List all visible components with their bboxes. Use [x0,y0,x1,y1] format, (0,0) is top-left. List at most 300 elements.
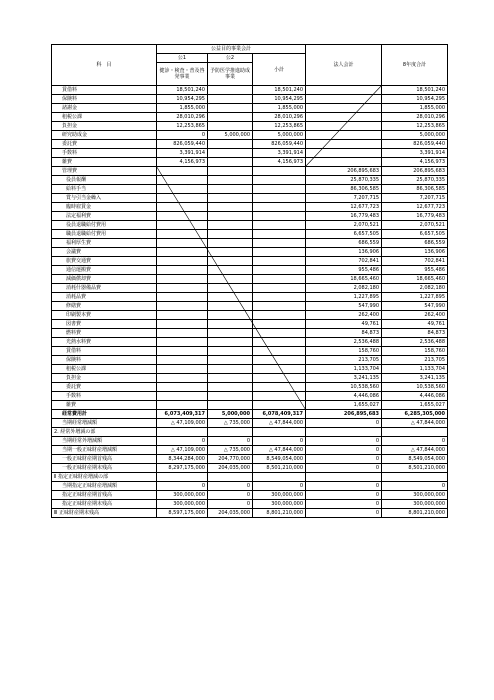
row-value-k2 [208,320,253,329]
row-value-hojin [306,158,382,167]
row-value-k2: 204,035,000 [208,509,253,518]
row-value-k2 [208,140,253,149]
row-value-sub [253,320,306,329]
row-value-k1: △ 47,109,000 [157,446,208,455]
header-subtotal: 小計 [253,54,306,86]
row-value-sub: 28,010,296 [253,113,306,122]
row-value-sub [253,383,306,392]
row-label: 指定正味財産期末残高 [52,500,157,509]
row-value-sub: 6,078,409,317 [253,410,306,419]
table-row [52,284,448,293]
row-value-k2: 0 [208,491,253,500]
row-value-total: △ 47,844,000 [382,446,448,455]
financial-statement-sheet [51,44,447,518]
row-value-hojin: 206,895,683 [306,410,382,419]
table-row [52,131,448,140]
row-value-k2: 5,000,000 [208,410,253,419]
row-label: 職員退職給付費用 [52,230,157,239]
table-row [52,221,448,230]
row-value-total: 955,486 [382,266,448,275]
row-value-hojin [306,149,382,158]
table-row [52,455,448,464]
row-value-hojin [306,122,382,131]
row-value-total: 86,306,585 [382,185,448,194]
row-label: 研究助成金 [52,131,157,140]
row-value-hojin: 955,486 [306,266,382,275]
row-value-k2 [208,338,253,347]
row-value-k1: 0 [157,131,208,140]
row-value-k1 [157,203,208,212]
row-value-hojin [306,95,382,104]
row-value-total: 158,760 [382,347,448,356]
statement-body [52,86,448,518]
row-value-k2 [208,95,253,104]
row-value-k1: 8,297,175,000 [157,464,208,473]
row-value-k1: 826,059,440 [157,140,208,149]
row-value-hojin: 1,227,895 [306,293,382,302]
header-year-total: 8年度合計 [382,45,448,86]
table-row [52,293,448,302]
row-label: 一般正味財産期首残高 [52,455,157,464]
row-label: 修繕費 [52,302,157,311]
row-label: 臨時雇賃金 [52,203,157,212]
table-row [52,176,448,185]
row-value-hojin [306,473,382,482]
table-row [52,275,448,284]
row-value-k1 [157,284,208,293]
row-value-k1 [157,266,208,275]
row-label: 保険料 [52,95,157,104]
row-value-sub: 8,801,210,000 [253,509,306,518]
row-value-sub: 3,391,914 [253,149,306,158]
row-value-k2 [208,284,253,293]
row-value-hojin: 4,446,086 [306,392,382,401]
row-value-k1 [157,194,208,203]
row-label: 一般正味財産期末残高 [52,464,157,473]
row-value-k2 [208,221,253,230]
row-value-k1 [157,392,208,401]
row-value-k2 [208,149,253,158]
row-label: 当期一般正味財産増減額 [52,446,157,455]
table-row [52,185,448,194]
row-value-hojin [306,428,382,437]
row-value-k2 [208,230,253,239]
row-value-k2: △ 735,000 [208,419,253,428]
row-value-total: 8,801,210,000 [382,509,448,518]
row-value-hojin: 84,873 [306,329,382,338]
row-value-k2 [208,401,253,410]
row-value-k2: △ 735,000 [208,446,253,455]
row-value-hojin: 0 [306,419,382,428]
table-row [52,419,448,428]
row-label: 負担金 [52,374,157,383]
table-row [52,86,448,95]
row-value-total: 8,501,210,000 [382,464,448,473]
row-value-hojin: 2,082,180 [306,284,382,293]
row-value-hojin: 6,657,505 [306,230,382,239]
row-label: Ⅱ 指定正味財産増減の部 [52,473,157,482]
row-value-hojin: 0 [306,500,382,509]
row-value-total: 4,156,973 [382,158,448,167]
row-value-hojin: 206,895,683 [306,167,382,176]
row-label: 負担金 [52,122,157,131]
row-value-hojin: 0 [306,464,382,473]
row-value-k1: 0 [157,482,208,491]
row-value-k1 [157,275,208,284]
row-value-total: 2,082,180 [382,284,448,293]
row-value-k1: 6,073,409,317 [157,410,208,419]
row-value-hojin: 2,070,521 [306,221,382,230]
row-value-hojin: 10,538,560 [306,383,382,392]
row-label: 役員退職給付費用 [52,221,157,230]
row-label: 消耗品費 [52,293,157,302]
row-value-total: 28,010,296 [382,113,448,122]
row-value-k1 [157,167,208,176]
row-label: 光熱水料費 [52,338,157,347]
row-label: Ⅲ 正味財産期末残高 [52,509,157,518]
header-koeki1-desc: 健診・検査・普及啓発事業 [157,63,208,86]
table-row [52,410,448,419]
table-row [52,266,448,275]
row-value-k2 [208,167,253,176]
row-value-hojin [306,131,382,140]
row-label: 手数料 [52,392,157,401]
row-value-total: 826,059,440 [382,140,448,149]
row-label: 図書費 [52,320,157,329]
table-row [52,329,448,338]
table-row [52,365,448,374]
row-value-k1 [157,230,208,239]
row-value-k1 [157,374,208,383]
header-kamoku: 科 目 [52,45,157,86]
row-value-k2 [208,113,253,122]
row-value-total: 12,677,723 [382,203,448,212]
row-label: 給料手当 [52,185,157,194]
row-value-hojin: 1,133,704 [306,365,382,374]
row-value-hojin: 547,990 [306,302,382,311]
row-value-sub: 826,059,440 [253,140,306,149]
table-row [52,140,448,149]
row-value-sub [253,356,306,365]
row-value-sub [253,167,306,176]
row-value-k1 [157,185,208,194]
row-value-k2 [208,311,253,320]
row-value-hojin: 0 [306,509,382,518]
row-value-total: 6,657,505 [382,230,448,239]
header-koeki1: 公1 [157,54,208,63]
row-value-hojin: 1,655,027 [306,401,382,410]
row-value-sub [253,239,306,248]
row-value-hojin: 3,241,135 [306,374,382,383]
row-value-total: 2,536,488 [382,338,448,347]
row-value-sub [253,293,306,302]
row-label: 雑費 [52,401,157,410]
row-label: 委託費 [52,383,157,392]
row-value-hojin: 16,779,483 [306,212,382,221]
row-label: 2. 経常外増減の部 [52,428,157,437]
row-value-sub: 8,549,054,000 [253,455,306,464]
row-value-sub [253,311,306,320]
row-value-total: 3,391,914 [382,149,448,158]
row-value-k1: 300,000,000 [157,500,208,509]
row-value-k1 [157,311,208,320]
row-value-total: 18,665,460 [382,275,448,284]
row-value-k1 [157,347,208,356]
row-value-sub: 4,156,973 [253,158,306,167]
row-value-k2 [208,275,253,284]
table-row [52,257,448,266]
row-value-total: 1,855,000 [382,104,448,113]
row-value-k2 [208,185,253,194]
row-value-sub: 0 [253,437,306,446]
row-value-sub: 1,855,000 [253,104,306,113]
row-label: 保険料 [52,356,157,365]
row-value-k1: 12,253,865 [157,122,208,131]
table-row [52,158,448,167]
row-label: 消耗什器備品費 [52,284,157,293]
row-value-k2 [208,257,253,266]
row-label: 雑費 [52,158,157,167]
row-label: 当期指定正味財産増減額 [52,482,157,491]
row-value-hojin: 25,870,335 [306,176,382,185]
row-label: 印刷製本費 [52,311,157,320]
row-value-hojin: 0 [306,455,382,464]
row-value-k2 [208,248,253,257]
table-row [52,491,448,500]
row-value-sub [253,329,306,338]
row-label: 会議費 [52,248,157,257]
row-value-k1: 1,855,000 [157,104,208,113]
row-value-k2 [208,392,253,401]
row-value-total: 6,285,305,000 [382,410,448,419]
table-row [52,473,448,482]
row-value-k1 [157,212,208,221]
row-value-hojin: 702,841 [306,257,382,266]
row-value-k2 [208,158,253,167]
table-row [52,104,448,113]
table-row [52,239,448,248]
row-value-hojin: 2,536,488 [306,338,382,347]
row-value-total: 18,501,240 [382,86,448,95]
row-value-sub [253,266,306,275]
row-value-k2 [208,104,253,113]
row-value-total: 8,549,054,000 [382,455,448,464]
row-value-sub: 0 [253,482,306,491]
row-value-k1 [157,293,208,302]
row-label: 法定福利費 [52,212,157,221]
row-value-total: 547,990 [382,302,448,311]
row-value-sub [253,221,306,230]
row-value-k1 [157,320,208,329]
row-value-total: 5,000,000 [382,131,448,140]
table-row [52,383,448,392]
table-row [52,347,448,356]
row-value-sub [253,248,306,257]
row-value-k1 [157,428,208,437]
row-value-k2 [208,86,253,95]
row-value-sub [253,473,306,482]
row-value-k2: 5,000,000 [208,131,253,140]
row-value-k2 [208,176,253,185]
row-value-k1: 8,344,284,000 [157,455,208,464]
table-row [52,311,448,320]
table-row [52,338,448,347]
row-value-hojin: 136,906 [306,248,382,257]
row-label: 租税公課 [52,365,157,374]
row-value-k1 [157,365,208,374]
row-value-total: △ 47,844,000 [382,419,448,428]
table-row [52,167,448,176]
row-label: 当期経常増減額 [52,419,157,428]
row-value-k2 [208,239,253,248]
row-label: 指定正味財産期首残高 [52,491,157,500]
row-value-total: 1,655,027 [382,401,448,410]
row-value-k2 [208,428,253,437]
row-value-k2 [208,302,253,311]
row-value-sub: 8,501,210,000 [253,464,306,473]
row-value-total: 7,207,715 [382,194,448,203]
row-value-sub [253,284,306,293]
row-value-hojin: 0 [306,437,382,446]
row-value-k1 [157,383,208,392]
row-value-k2 [208,473,253,482]
row-value-k2 [208,329,253,338]
row-label: 手数料 [52,149,157,158]
row-value-k2: 0 [208,437,253,446]
row-value-sub [253,392,306,401]
row-value-sub [253,338,306,347]
row-value-hojin: 0 [306,491,382,500]
row-value-sub [253,302,306,311]
table-row [52,392,448,401]
row-label: 租税公課 [52,113,157,122]
row-value-hojin: 262,400 [306,311,382,320]
table-row [52,113,448,122]
row-label: 役員報酬 [52,176,157,185]
row-value-hojin: 213,705 [306,356,382,365]
table-row [52,149,448,158]
header-hojin: 法人会計 [306,45,382,86]
row-value-k1 [157,239,208,248]
row-label: 燃料費 [52,329,157,338]
row-value-hojin: 18,665,460 [306,275,382,284]
row-value-k1: 0 [157,437,208,446]
row-label: 賞与引当金繰入 [52,194,157,203]
statement-table [51,44,448,518]
row-value-total: 12,253,865 [382,122,448,131]
row-value-k2 [208,212,253,221]
row-value-total: 262,400 [382,311,448,320]
row-value-k2 [208,347,253,356]
row-value-total: 2,070,521 [382,221,448,230]
row-value-hojin: 12,677,723 [306,203,382,212]
row-value-k1: 28,010,296 [157,113,208,122]
row-value-k1 [157,473,208,482]
row-value-total: 1,133,704 [382,365,448,374]
row-value-k1 [157,356,208,365]
row-value-total: 0 [382,437,448,446]
row-value-sub: 10,954,295 [253,95,306,104]
row-value-total: 10,954,295 [382,95,448,104]
row-value-sub [253,428,306,437]
row-value-sub [253,365,306,374]
row-value-sub: 18,501,240 [253,86,306,95]
row-value-total: 10,538,560 [382,383,448,392]
row-value-k2 [208,383,253,392]
row-value-k2: 204,035,000 [208,464,253,473]
header-koeki-group: 公益目的事業会計 [157,45,306,54]
row-value-k1: 4,156,973 [157,158,208,167]
row-label: 通信運搬費 [52,266,157,275]
row-label: 賃借料 [52,86,157,95]
row-value-k1 [157,338,208,347]
row-value-k2 [208,194,253,203]
row-value-sub [253,203,306,212]
row-value-total: 16,779,483 [382,212,448,221]
row-value-k1 [157,176,208,185]
row-value-k2 [208,293,253,302]
row-value-sub [253,257,306,266]
row-value-k1 [157,221,208,230]
row-value-sub [253,212,306,221]
row-value-sub [253,401,306,410]
row-value-total: 300,000,000 [382,500,448,509]
row-value-sub: △ 47,844,000 [253,446,306,455]
row-value-total: 3,241,135 [382,374,448,383]
row-value-total: 213,705 [382,356,448,365]
row-value-k2: 0 [208,482,253,491]
row-value-total: 4,446,086 [382,392,448,401]
header-koeki2-desc: 予防医学推進助成事業 [208,63,253,86]
row-value-total [382,428,448,437]
row-label: 旅費交通費 [52,257,157,266]
row-value-total [382,473,448,482]
row-label: 経常費用計 [52,410,157,419]
table-row [52,320,448,329]
row-value-hojin: 686,559 [306,239,382,248]
table-row [52,230,448,239]
row-value-k2 [208,122,253,131]
row-value-total: 686,559 [382,239,448,248]
row-value-sub [253,347,306,356]
table-row [52,509,448,518]
row-value-total: 206,895,683 [382,167,448,176]
row-value-sub [253,230,306,239]
table-row [52,95,448,104]
row-value-sub: 12,253,865 [253,122,306,131]
row-value-k1: 10,954,295 [157,95,208,104]
row-value-hojin [306,104,382,113]
row-value-k2 [208,365,253,374]
row-value-sub [253,374,306,383]
row-value-sub [253,275,306,284]
table-row [52,248,448,257]
row-value-total: 300,000,000 [382,491,448,500]
row-value-sub: 300,000,000 [253,491,306,500]
row-value-k2 [208,266,253,275]
row-value-k1 [157,401,208,410]
row-value-k2: 204,770,000 [208,455,253,464]
table-row [52,437,448,446]
row-label: 福利厚生費 [52,239,157,248]
table-row [52,500,448,509]
table-row [52,302,448,311]
table-row [52,482,448,491]
row-value-sub [253,176,306,185]
row-value-hojin: 7,207,715 [306,194,382,203]
table-row [52,194,448,203]
row-value-k1 [157,257,208,266]
